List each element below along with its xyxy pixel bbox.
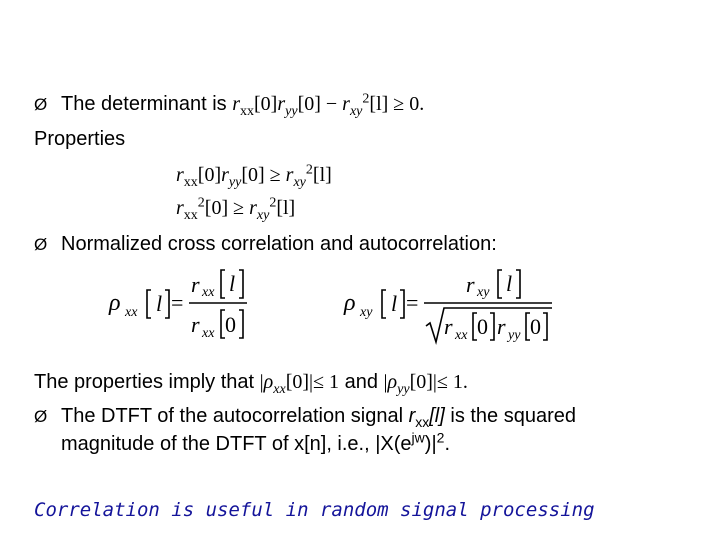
normalized-cross-correlation-formula	[340, 262, 560, 347]
svg-text:xx: xx	[455, 328, 468, 343]
property-inequality-2: $r_{xx}^2[0] \ge r_{xy}^2[l]$	[176, 195, 296, 223]
properties-heading: Properties	[34, 128, 126, 150]
determinant-text: The determinant is	[61, 93, 233, 115]
svg-text:xx: xx	[125, 305, 138, 320]
svg-text:=: =	[171, 290, 184, 315]
bullet-arrow-icon: Ø	[34, 95, 48, 114]
svg-text:r: r	[191, 312, 200, 337]
svg-text:r: r	[497, 314, 506, 339]
svg-text:l: l	[506, 271, 513, 296]
svg-text:r: r	[191, 272, 200, 297]
bullet-arrow-icon: Ø	[34, 407, 48, 426]
svg-text:xx: xx	[202, 285, 215, 300]
svg-text:r: r	[466, 272, 475, 297]
svg-text:ρ: ρ	[109, 290, 121, 316]
svg-text:0: 0	[225, 312, 236, 337]
svg-text:l: l	[391, 291, 398, 316]
svg-text:0: 0	[477, 314, 488, 339]
bullet-arrow-icon: Ø	[34, 235, 48, 254]
property-inequality-1: $r_{xx}[0]r_{yy}[0] \ge r_{xy}^2[l]$	[176, 162, 332, 190]
svg-text:xy: xy	[360, 305, 373, 320]
determinant-bullet	[34, 92, 424, 117]
svg-text:0: 0	[530, 314, 541, 339]
svg-text:ρ: ρ	[344, 290, 356, 316]
svg-text:r: r	[444, 314, 453, 339]
svg-text:xy: xy	[477, 285, 490, 300]
dtft-bullet-line2: magnitude of the DTFT of x[n], i.e., $|X(e^{jw})|^2$.	[61, 429, 450, 455]
imply-line: The properties imply that $|\rho_{xx}[0]|\le 1$ and $|\rho_{yy}[0]|\le 1$.	[34, 371, 468, 397]
normalized-autocorrelation-formula	[105, 262, 265, 347]
svg-text:yy: yy	[508, 328, 521, 343]
dtft-bullet: Ø The DTFT of the autocorrelation signal $r_{xx}[l]$ is the squared	[34, 405, 577, 430]
svg-text:=: =	[406, 290, 419, 315]
svg-text:l: l	[229, 271, 236, 296]
rho-xx-bound: $|\rho_{xx}[0]|\le 1$	[259, 371, 340, 397]
svg-text:l: l	[156, 291, 163, 316]
svg-text:xx: xx	[202, 326, 215, 341]
normalized-text: Normalized cross correlation and autocorrelation:	[61, 233, 497, 255]
determinant-expression: $r_{xx}[0]r_{yy}[0] - r_{xy}^2[l] \ge 0$.	[232, 91, 425, 119]
normalized-bullet	[34, 232, 497, 257]
rho-yy-bound: $|\rho_{yy}[0]|\le 1$.	[383, 371, 468, 397]
footer-note: Correlation is useful in random signal processing	[34, 499, 595, 521]
